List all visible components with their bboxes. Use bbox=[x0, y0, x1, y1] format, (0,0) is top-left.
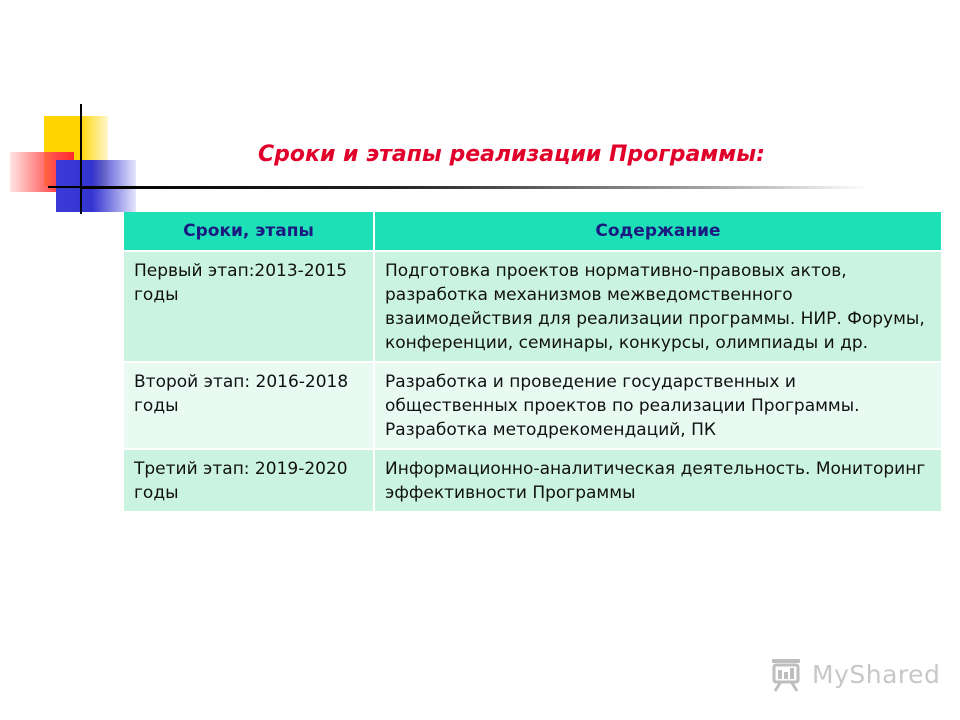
table-header-row bbox=[124, 212, 941, 251]
title-underline-rule bbox=[80, 186, 870, 189]
watermark-text: MyShared bbox=[812, 659, 941, 689]
decorative-squares-graphic bbox=[0, 0, 180, 230]
content-cell: Информационно-аналитическая деятельность. Мониторинг эффективности Программы bbox=[374, 449, 941, 511]
stage-cell: Первый этап:2013-2015 годы bbox=[124, 251, 374, 362]
column-header-content: Содержание bbox=[374, 212, 941, 251]
table-row bbox=[124, 362, 941, 449]
presentation-board-icon bbox=[766, 656, 806, 692]
stages-table bbox=[124, 212, 941, 511]
stage-cell: Второй этап: 2016-2018 годы bbox=[124, 362, 374, 449]
content-cell: Разработка и проведение государственных и общественных проектов по реализации Программы. Разработка методрекомендаций, ПК bbox=[374, 362, 941, 449]
content-cell: Подготовка проектов нормативно-правовых актов, разработка механизмов межведомственного взаимодействия для реализации программы. НИР. Форумы, конференции, семинары, конкурсы, олимпиады и др. bbox=[374, 251, 941, 362]
vertical-line-shape bbox=[80, 104, 82, 214]
table-row bbox=[124, 251, 941, 362]
table-row bbox=[124, 449, 941, 511]
short-horizontal-line-shape bbox=[48, 186, 84, 188]
stage-cell: Третий этап: 2019-2020 годы bbox=[124, 449, 374, 511]
watermark bbox=[766, 654, 940, 694]
slide-title: Сроки и этапы реализации Программы: bbox=[258, 142, 765, 167]
column-header-stages: Сроки, этапы bbox=[124, 212, 374, 251]
